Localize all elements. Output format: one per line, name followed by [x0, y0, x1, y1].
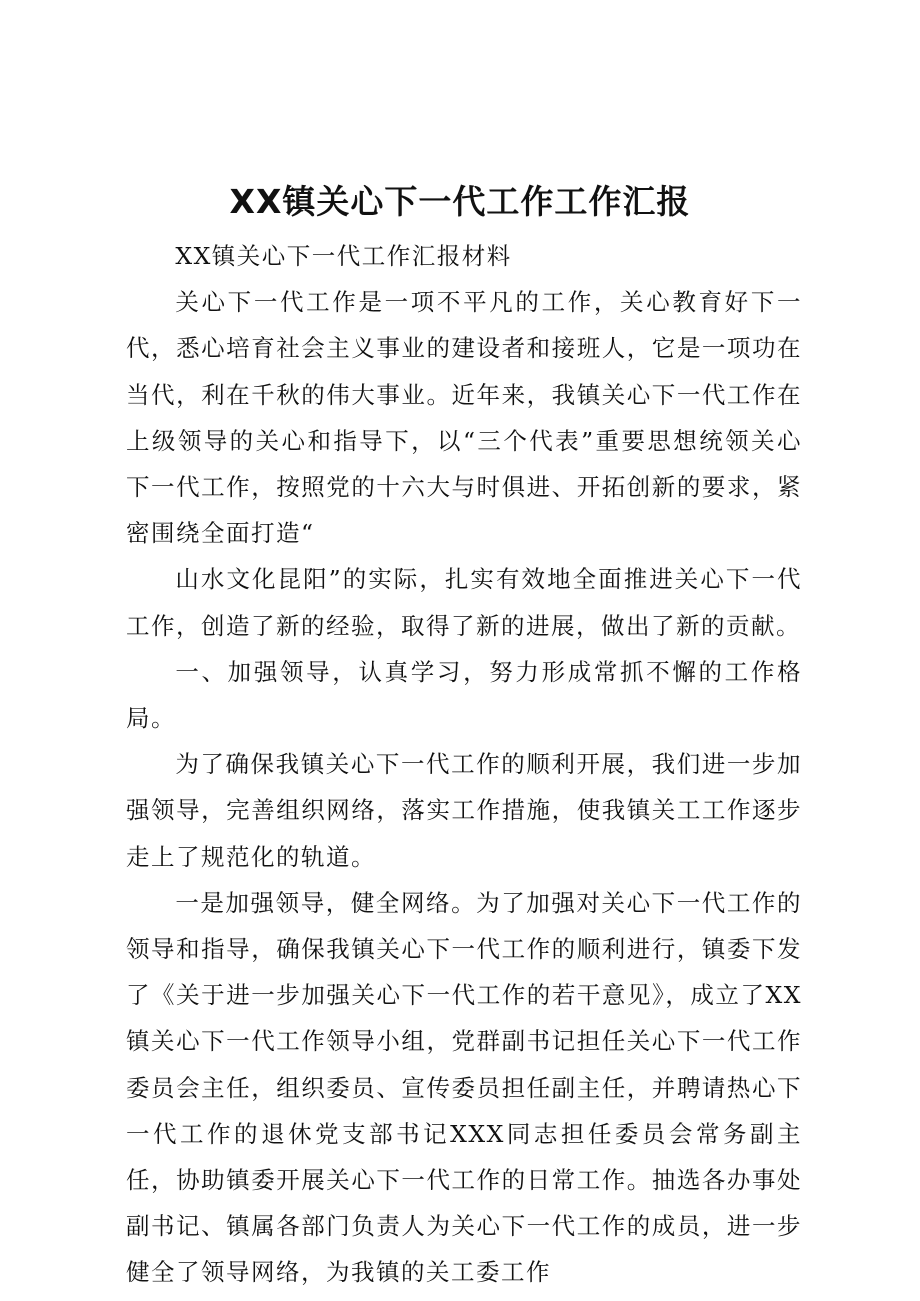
section-heading-1: 一、加强领导，认真学习，努力形成常抓不懈的工作格局。	[126, 657, 802, 733]
paragraph-point-1: 一是加强领导，健全网络。为了加强对关心下一代工作的领导和指导，确保我镇关心下一代工作的顺利进行，镇委下发了《关于进一步加强关心下一代工作的若干意见》，成立了XX镇关心下一代工作领导小组，党群副书记担任关心下一代工作委员会主任，组织委员、宣传委员担任副主任，并聘请热心下一代工作的退休党支部书记XXX同志担任委员会常务副主任，协助镇委开展关心下一代工作的日常工作。抽选各办事处副书记、镇属各部门负责人为关心下一代工作的成员，进一步健全了领导网络，为我镇的关工委工作	[126, 888, 802, 1287]
document-body	[126, 233, 802, 1296]
paragraph-intro-continued: 山水文化昆阳”的实际，扎实有效地全面推进关心下一代工作，创造了新的经验，取得了新的进展，做出了新的贡献。	[126, 565, 802, 640]
paragraph-intro: 关心下一代工作是一项不平凡的工作，关心教育好下一代，悉心培育社会主义事业的建设者和接班人，它是一项功在当代，利在千秋的伟大事业。近年来，我镇关心下一代工作在上级领导的关心和指导下，以“三个代表”重要思想统领关心下一代工作，按照党的十六大与时俱进、开拓创新的要求，紧密围绕全面打造“	[126, 288, 802, 548]
document-title: XX镇关心下一代工作工作汇报	[229, 182, 691, 221]
paragraph-subtitle: XX镇关心下一代工作汇报材料	[175, 242, 512, 270]
paragraph-section-1-summary: 为了确保我镇关心下一代工作的顺利开展，我们进一步加强领导，完善组织网络，落实工作措施，使我镇关工工作逐步走上了规范化的轨道。	[126, 750, 802, 871]
